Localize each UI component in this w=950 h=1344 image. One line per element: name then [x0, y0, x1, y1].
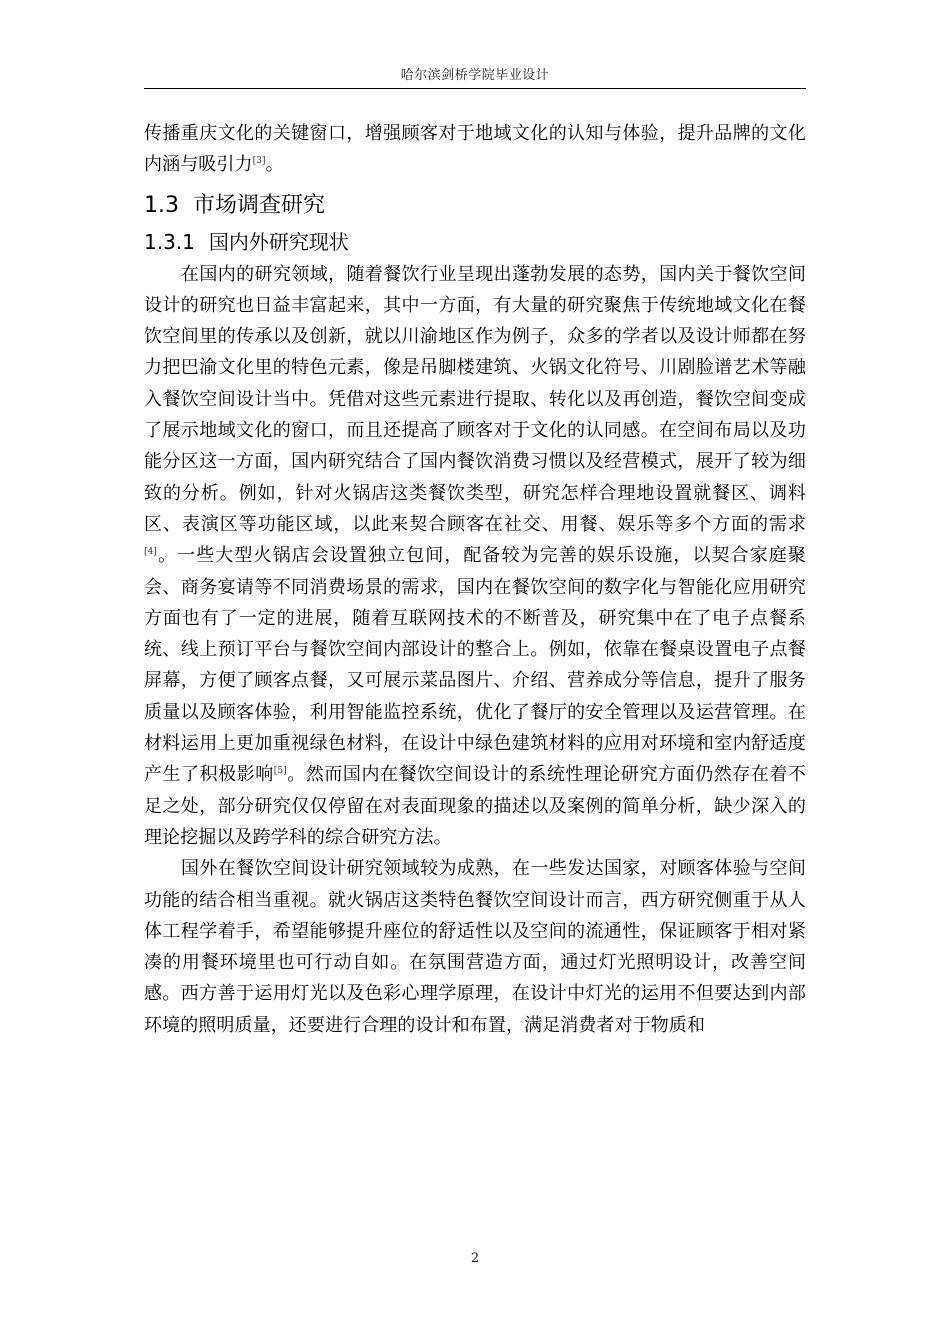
section-number: 1.3: [144, 192, 179, 218]
section-title: 市场调查研究: [193, 192, 326, 218]
intro-tail: 。: [265, 154, 284, 176]
subsection-title: 国内外研究现状: [208, 229, 349, 254]
page-header-title: 哈尔滨剑桥学院毕业设计: [400, 68, 550, 83]
subsection-heading: [144, 225, 806, 259]
citation-5: [5]: [273, 766, 287, 777]
domestic-text-3: 。然而国内在餐饮空间设计的系统性理论研究方面仍然存在着不足之处，部分研究仅仅停留在对表面现象的描述以及案例的简单分析，缺少深入的理论挖掘以及跨学科的综合研究方法。: [144, 764, 807, 848]
header-divider: [144, 88, 806, 89]
domestic-text-1: 在国内的研究领域，随着餐饮行业呈现出蓬勃发展的态势，国内关于餐饮空间设计的研究也日益丰富起来，其中一方面，有大量的研究聚焦于传统地域文化在餐饮空间里的传承以及创新，就以川渝地区作为例子，众多的学者以及设计师都在努力把巴渝文化里的特色元素，像是吊脚楼建筑、火锅文化符号、川剧脸谱艺术等融入餐饮空间设计当中。凭借对这些元素进行提取、转化以及再创造，餐饮空间变成了展示地域文化的窗口，而且还提高了顾客对于文化的认同感。在空间布局以及功能分区这一方面，国内研究结合了国内餐饮消费习惯以及经营模式，展开了较为细致的分析。例如，针对火锅店这类餐饮类型，研究怎样合理地设置就餐区、调料区、表演区等功能区域，以此来契合顾客在社交、用餐、娱乐等多个方面的需求: [144, 263, 806, 535]
citation-4: [4]: [144, 547, 158, 558]
domestic-text-2: 。一些大型火锅店会设置独立包间，配备较为完善的娱乐设施，以契合家庭聚会、商务宴请等不同消费场景的需求，国内在餐饮空间的数字化与智能化应用研究方面也有了一定的进展，随着互联网技术的不断普及，研究集中在了电子点餐系统、线上预订平台与餐饮空间内部设计的整合上。例如，依靠在餐桌设置电子点餐屏幕，方便了顾客点餐，又可展示菜品图片、介绍、营养成分等信息，提升了服务质量以及顾客体验，利用智能监控系统，优化了餐厅的安全管理以及运营管理。在材料运用上更加重视绿色材料，在设计中绿色建筑材料的应用对环境和室内舒适度产生了积极影响: [144, 545, 806, 786]
page-number: 2: [470, 1251, 480, 1266]
foreign-text: 国外在餐饮空间设计研究领域较为成熟，在一些发达国家，对顾客体验与空间功能的结合相当重视。就火锅店这类特色餐饮空间设计而言，西方研究侧重于从人体工程学着手，希望能够提升座位的舒适性以及空间的流通性，保证顾客于相对紧凑的用餐环境里也可行动自如。在氛围营造方面，通过灯光照明设计，改善空间感。西方善于运用灯光以及色彩心理学原理，在设计中灯光的运用不但要达到内部环境的照明质量，还要进行合理的设计和布置，满足消费者对于物质和: [144, 858, 806, 1036]
subsection-number: 1.3.1: [144, 229, 195, 254]
document-body: [144, 118, 806, 1041]
domestic-research-paragraph: [144, 259, 806, 854]
intro-paragraph: [144, 118, 806, 181]
section-heading: [144, 189, 806, 223]
foreign-research-paragraph: [144, 853, 806, 1041]
citation-3: [3]: [252, 156, 266, 167]
intro-text: 传播重庆文化的关键窗口，增强顾客对于地域文化的认知与体验，提升品牌的文化内涵与吸引力: [144, 123, 806, 176]
